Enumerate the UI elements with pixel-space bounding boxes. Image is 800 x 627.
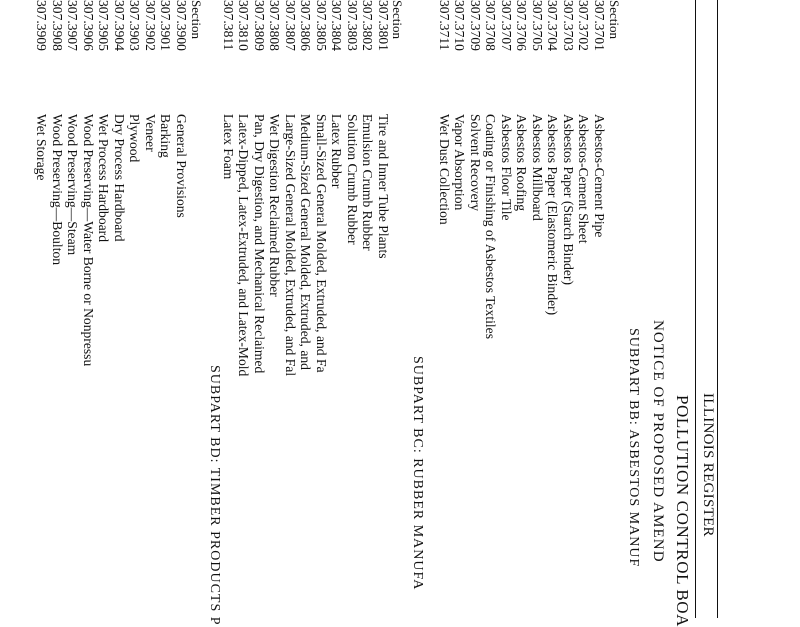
section-number: 307.3708 (483, 0, 499, 51)
section-number: 307.3809 (252, 0, 267, 51)
section-number: 307.3707 (499, 0, 514, 51)
section-title: Asbestos-Cement Pipe (592, 114, 607, 238)
section-number: 307.3808 (267, 0, 283, 51)
section-title: Vapor Absorption (452, 114, 468, 211)
section-number: 307.3908 (50, 0, 65, 51)
section-number: 307.3803 (345, 0, 360, 51)
section-title: Wet Digestion Reclaimed Rubber (267, 114, 283, 297)
section-title: Asbestos Floor Tile (499, 114, 514, 221)
section-number: 307.3807 (283, 0, 298, 51)
section-number: 307.3711 (437, 0, 452, 51)
section-number: 307.3901 (158, 0, 174, 51)
section-number: 307.3806 (298, 0, 314, 51)
section-number: 307.3909 (34, 0, 50, 51)
section-number: 307.3904 (112, 0, 127, 51)
section-title: Latex-Dipped, Latex-Extruded, and Latex-Mold (236, 114, 252, 377)
section-number: 307.3703 (561, 0, 576, 51)
section-title: Medium-Sized General Molded, Extruded, and (298, 114, 314, 370)
section-title: Tire and Inner Tube Plants (376, 114, 391, 259)
section-title: Asbestos-Cement Sheet (576, 114, 592, 244)
section-title: General Provisions (174, 114, 189, 218)
section-title: Plywood (127, 114, 143, 163)
section-label-bc: Section (390, 0, 405, 39)
section-title: Barking (158, 114, 174, 158)
section-number: 307.3810 (236, 0, 252, 51)
register-header: ILLINOIS REGISTER (700, 393, 716, 537)
section-number: 307.3701 (592, 0, 607, 51)
section-title: Asbestos Paper (Elastomeric Binder) (545, 114, 561, 316)
section-number: 307.3902 (143, 0, 158, 51)
section-number: 307.3804 (329, 0, 345, 51)
section-title: Solvent Recovery (468, 114, 483, 212)
section-title: Asbestos Millboard (530, 114, 545, 221)
section-number: 307.3710 (452, 0, 468, 51)
section-title: Wood Preserving—Water Borne or Nonpressu (81, 114, 96, 367)
section-title: Emulsion Crumb Rubber (360, 114, 376, 251)
document-title: POLLUTION CONTROL BOA (673, 395, 692, 627)
section-title: Pan, Dry Digestion, and Mechanical Reclaimed (252, 114, 267, 374)
section-title: Veneer (143, 114, 158, 152)
section-title: Wood Preserving—Steam (65, 114, 81, 256)
section-title: Asbestos Roofing (514, 114, 530, 212)
section-number: 307.3801 (376, 0, 391, 51)
section-title: Coating or Finishing of Asbestos Textiles (483, 114, 499, 339)
header-rule-bottom (695, 0, 696, 618)
section-label-bd: Section (189, 0, 204, 39)
section-title: Wet Dust Collection (437, 114, 452, 225)
section-title: Dry Process Hardboard (112, 114, 127, 242)
section-number: 307.3802 (360, 0, 376, 51)
section-number: 307.3907 (65, 0, 81, 51)
section-number: 307.3709 (468, 0, 483, 51)
section-number: 307.3704 (545, 0, 561, 51)
section-label-bb: Section (607, 0, 622, 39)
section-title: Latex Foam (221, 114, 236, 180)
section-title: Asbestos Paper (Starch Binder) (561, 114, 576, 286)
section-number: 307.3903 (127, 0, 143, 51)
section-title: Wet Storage (34, 114, 50, 181)
header-rule-top (717, 0, 718, 618)
section-number: 307.3702 (576, 0, 592, 51)
section-title: Wet Process Hardboard (96, 114, 112, 243)
section-number: 307.3805 (314, 0, 329, 51)
section-number: 307.3706 (514, 0, 530, 51)
subpart-bd-heading: SUBPART BD: TIMBER PRODUCTS P (207, 365, 222, 626)
section-title: Wood Preserving—Boulton (50, 114, 65, 266)
section-number: 307.3905 (96, 0, 112, 51)
section-title: Large-Sized General Molded, Extruded, and Fal (283, 114, 298, 377)
section-title: Solution Crumb Rubber (345, 114, 360, 245)
section-number: 307.3705 (530, 0, 545, 51)
notice-heading: NOTICE OF PROPOSED AMEND (650, 320, 666, 563)
subpart-bb-heading: SUBPART BB: ASBESTOS MANUF (626, 328, 641, 568)
section-number: 307.3900 (174, 0, 189, 51)
section-number: 307.3811 (221, 0, 236, 51)
subpart-bc-heading: SUBPART BC: RUBBER MANUFA (410, 356, 425, 591)
section-title: Small-Sized General Molded, Extruded, and Fa (314, 114, 329, 373)
section-number: 307.3906 (81, 0, 96, 51)
section-title: Latex Rubber (329, 114, 345, 189)
